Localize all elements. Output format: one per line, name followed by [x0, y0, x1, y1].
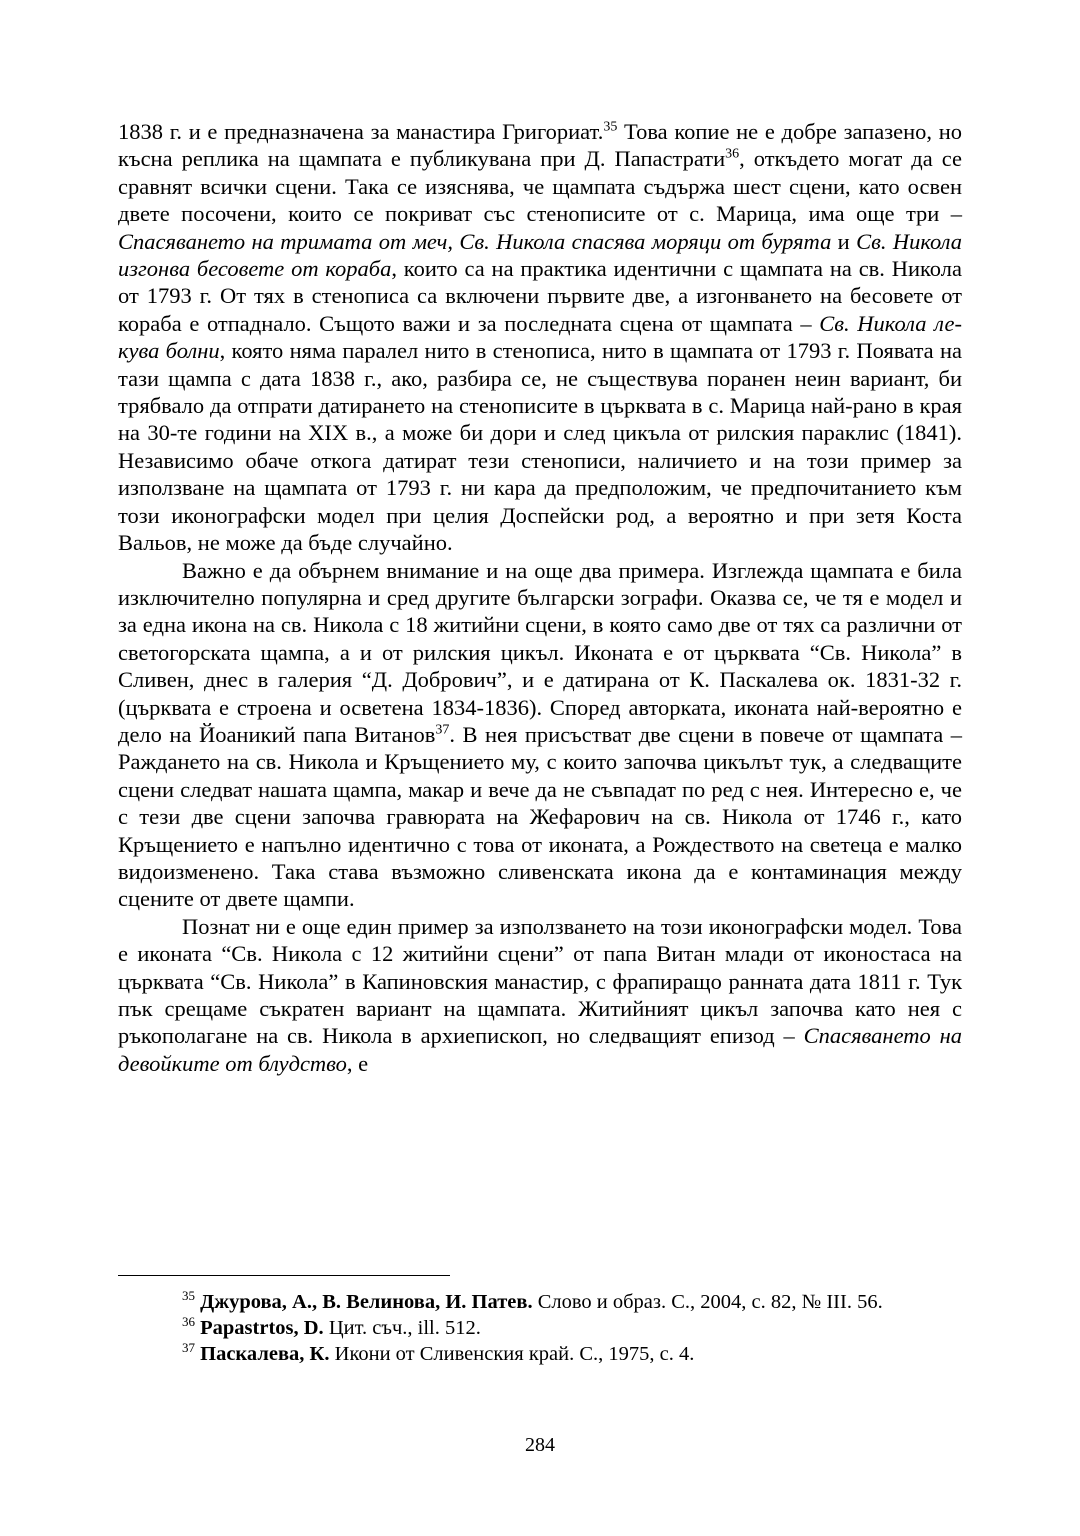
footnote-ref: 35 [603, 119, 618, 135]
footnotes [118, 1289, 962, 1367]
text-run: и [831, 228, 857, 254]
page-number: 284 [525, 1434, 555, 1456]
text-run: , е [346, 1050, 369, 1076]
text-run: Цит. съч., ill. 512. [323, 1317, 481, 1339]
footnote-ref: 35 [182, 1288, 195, 1304]
author-name: Papastrtos, D. [200, 1317, 324, 1339]
paragraph [118, 118, 962, 557]
footnote [118, 1315, 962, 1341]
text-run: Познат ни е още един пример за използването на този иконографски модел. Това е иконата “Св. Никола с 12 житийни сцени” от папа Витан млади от иконостаса на църквата “Св. Никола” в Капиновския манастир, с фрапиращо ранната дата 1811 г. Тук пък срещаме съкратен вариант на щампата. Житийният цикъл започва като нея с ръкополагане на св. Никола в архиепископ, но следващият епизод – [118, 913, 962, 1049]
footnote-separator [118, 1275, 450, 1276]
text-run: Това копие не е добре запазено, но късна реплика на щампата е публикувана при Д. Папастрати [118, 119, 962, 172]
author-name: Паскалева, К. [200, 1343, 330, 1365]
author-name: Джурова, А., В. Велинова, И. Патев. [200, 1291, 533, 1313]
text-run: Икони от Сливенския край. С., 1975, с. 4. [329, 1343, 695, 1365]
footnote [118, 1289, 962, 1315]
text-run: , които са на практика идентични с щампата на св. Никола от 1793 г. От тях в стенописа са включени първите две, а изгонването на бесовете от кораба е отпаднало. Същото важи и за последната сцена от щампата – [118, 256, 962, 336]
paragraph [118, 557, 962, 913]
text-run: , откъдето могат да се сравнят всички сцени. Така се изяснява, че щампата съдържа шест сцени, като освен двете посочени, които се покриват със стенописите от с. Марица, има още три – [118, 146, 962, 227]
text-run: Слово и образ. С., 2004, с. 82, № III. 56. [532, 1291, 883, 1313]
text-run: Важно е да обърнем внимание и на още два примера. Изглежда щампата е била изключително популярна и сред другите български зографи. Оказва се, че тя е модел и за една икона на св. Никола с 18 житийни сцени, в която само две от тях са различни от светогорската щампа, а и от рилския цикъл. Иконата е от църквата “Св. Никола” в Сливен, днес в галерия “Д. Добрович”, и е датирана от К. Паскалева ок. 1831-32 г. (църквата е строена и осветена 1834-1836). Според авторката, иконата най-вероятно е дело на Йоаникий папа Витанов [118, 557, 962, 747]
paragraph [118, 913, 962, 1077]
text-run: , която няма паралел нито в стенописа, нито в щампата от 1793 г. Появата на тази щампа с дата 1838 г., ако, разбира се, не съществува поранен неин вариант, би трябвало да отпрати датирането на стенописите в църквата в с. Марица най-рано в края на 30-те години на XIX в., а може би дори и след цикъла от рилския параклис (1841). Независимо обаче откога датират тези стенописи, наличието и на този пример за използване на щампата от 1793 г. ни кара да предположим, че предпочитанието към този иконографски модел при целия Доспейски род, а вероятно и при зетя Коста Вальов, не може да бъде случайно. [118, 338, 962, 556]
footnote-ref: 36 [725, 146, 740, 162]
footnote [118, 1341, 962, 1367]
body-text [118, 118, 962, 1077]
footnote-ref: 36 [182, 1314, 195, 1330]
italic-run: Спасяването на тримата от меч, Св. Никола спасява моряци от бурята [118, 228, 832, 254]
footnote-ref: 37 [182, 1340, 195, 1356]
text-run: . В нея присъстват две сцени в повече от щампата – Раждането на св. Никола и Кръщението му, с които започва цикълът тук, а следващите сцени следват нашата щампа, макар и вече да не съвпадат по ред с нея. Интересно е, че с тези две сцени започва гравюрата на Жефарович на св. Никола от 1746 г., като Кръщението е напълно идентично с това от иконата, а Рождеството на светеца е малко видоизменено. Така става възможно сливенската икона да е контаминация между сцените от двете щампи. [118, 721, 962, 912]
text-run: 1838 г. и е предназначена за манастира Григориат. [118, 119, 604, 144]
footnote-ref: 37 [435, 722, 450, 738]
italic-run: Спасяването на девойките от блудство [118, 1023, 962, 1076]
italic-run: Св. Никола изгонва бесовете от кораба [118, 228, 963, 282]
italic-run: Св. Никола лекува болни [118, 310, 962, 364]
